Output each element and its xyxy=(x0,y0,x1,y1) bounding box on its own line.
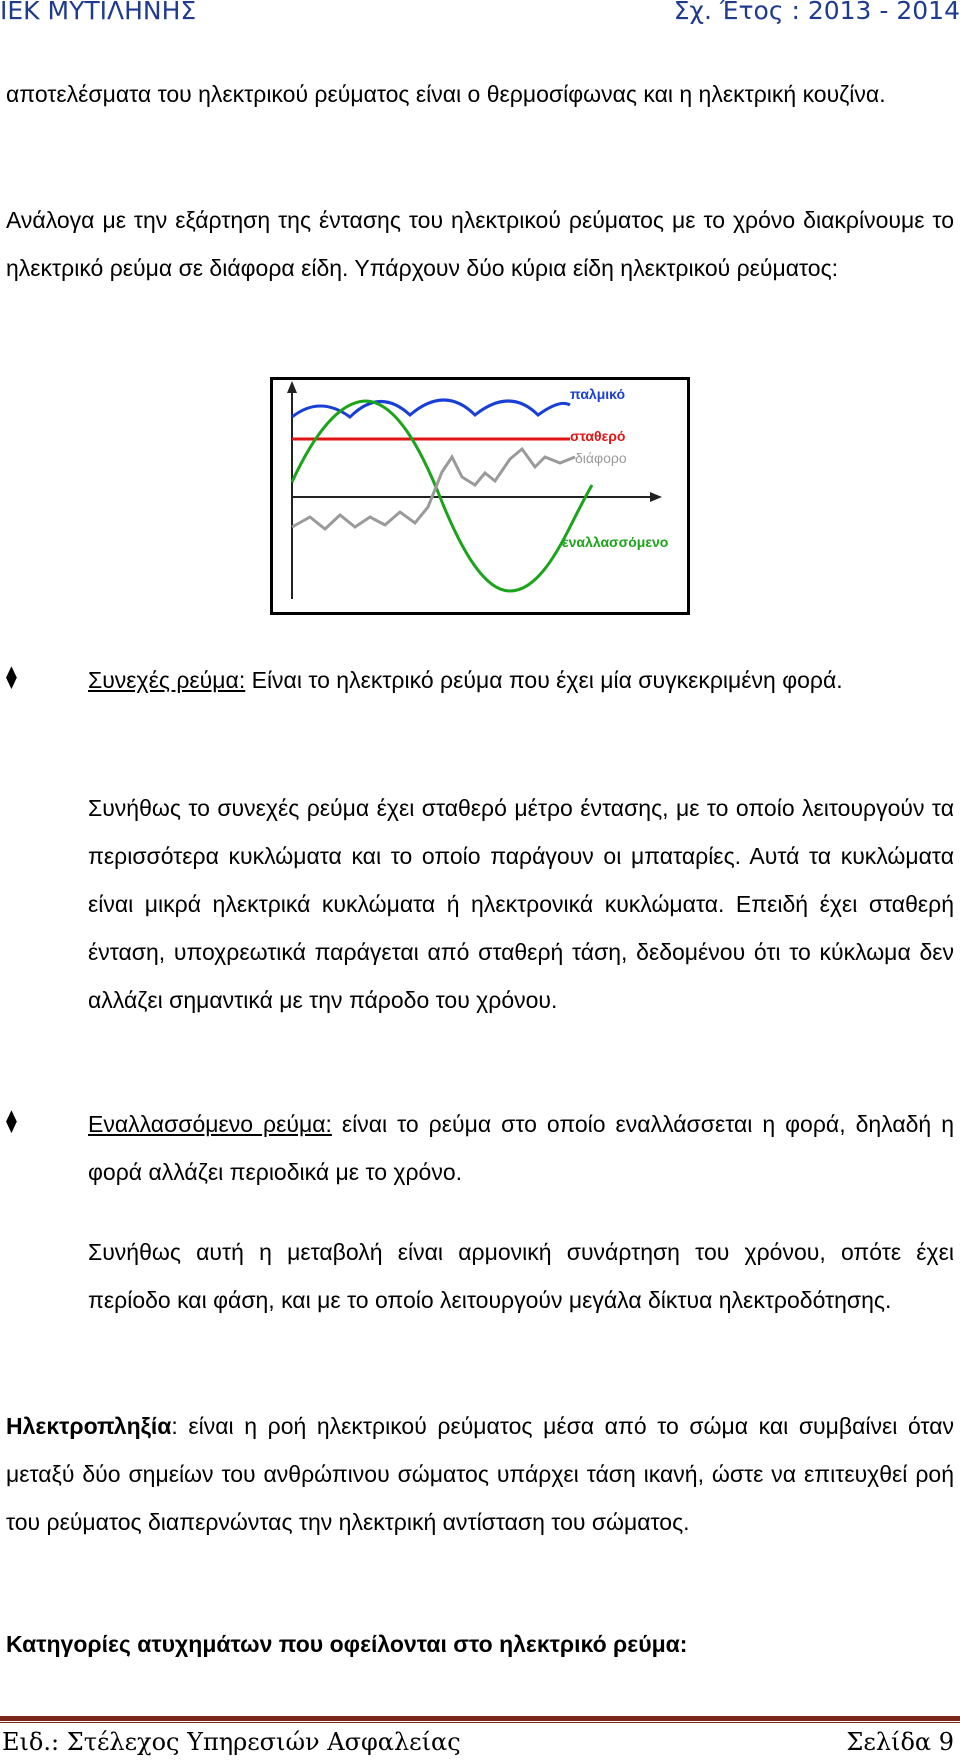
categories-heading: Κατηγορίες ατυχημάτων που οφείλονται στο ηλεκτρικό ρεύμα: xyxy=(6,1631,688,1657)
label-pulse: παλμικό xyxy=(570,386,626,402)
school-year: Σχ. Έτος : 2013 - 2014 xyxy=(673,0,960,25)
footer-rule xyxy=(0,1716,960,1721)
ac-term: Εναλλασσόμενο ρεύμα: xyxy=(88,1111,332,1137)
school-name: ΙΕΚ ΜΥΤΙΛΗΝΗΣ xyxy=(0,0,197,25)
dc-def-text: Είναι το ηλεκτρικό ρεύμα που έχει μία συγκεκριμένη φορά. xyxy=(245,667,843,693)
current-types-figure xyxy=(270,377,690,615)
page-number: Σελίδα 9 xyxy=(846,1728,954,1756)
dc-definition xyxy=(88,656,954,704)
label-varying: διάφορο xyxy=(575,450,627,466)
label-constant: σταθερό xyxy=(570,428,626,444)
footer-course: Ειδ.: Στέλεχος Υπηρεσιών Ασφαλείας xyxy=(2,1728,461,1756)
shock-definition xyxy=(6,1402,954,1546)
ac-definition xyxy=(88,1100,954,1196)
dc-term: Συνεχές ρεύμα: xyxy=(88,667,246,693)
page-header xyxy=(0,0,960,30)
current-types-diagram xyxy=(270,377,690,615)
footer-rule-thin xyxy=(0,1722,960,1723)
shock-term: Ηλεκτροπληξία xyxy=(6,1413,172,1439)
bullet-diamond-icon: ⧫ xyxy=(6,664,17,689)
dc-detail: Συνήθως το συνεχές ρεύμα έχει σταθερό μέτρο έντασης, με το οποίο λειτουργούν τα περισσότερα κυκλώματα και το οποίο παράγουν οι μπαταρίες. Αυτά τα κυκλώματα είναι μικρά ηλεκτρικά κυκλώματα ή ηλεκτρονικά κυκλώματα. Επειδή έχει σταθερή ένταση, υποχρεωτικά παράγεται από σταθερή τάση, δεδομένου ότι το κύκλωμα δεν αλλάζει σημαντικά με την πάροδο του χρόνου. xyxy=(88,795,954,1013)
paragraph-intro: αποτελέσματα του ηλεκτρικού ρεύματος είναι ο θερμοσίφωνας και η ηλεκτρική κουζίνα. xyxy=(6,81,886,107)
shock-def-text: : είναι η ροή ηλεκτρικού ρεύματος μέσα από το σώμα και συμβαίνει όταν μεταξύ δύο σημείων του ανθρώπινου σώματος υπάρχει τάση ικανή, ώστε να επιτευχθεί ροή του ρεύματος διαπερνώντας την ηλεκτρική αντίσταση του σώματος. xyxy=(6,1413,954,1535)
ac-detail: Συνήθως αυτή η μεταβολή είναι αρμονική συνάρτηση του χρόνου, οπότε έχει περίοδο και φάση, και με το οποίο λειτουργούν μεγάλα δίκτυα ηλεκτροδότησης. xyxy=(88,1239,954,1313)
label-alternating: εναλλασσόμενο xyxy=(562,534,669,550)
paragraph-current-types: Ανάλογα με την εξάρτηση της έντασης του ηλεκτρικού ρεύματος με το χρόνο διακρίνουμε το ηλεκτρικό ρεύμα σε διάφορα είδη. Υπάρχουν δύο κύρια είδη ηλεκτρικού ρεύματος: xyxy=(6,207,954,281)
ac-def-text: είναι το ρεύμα στο οποίο εναλλάσσεται η φορά, δηλαδή η φορά αλλάζει περιοδικά με το χρόνο. xyxy=(88,1111,954,1185)
bullet-diamond-icon: ⧫ xyxy=(6,1108,17,1133)
